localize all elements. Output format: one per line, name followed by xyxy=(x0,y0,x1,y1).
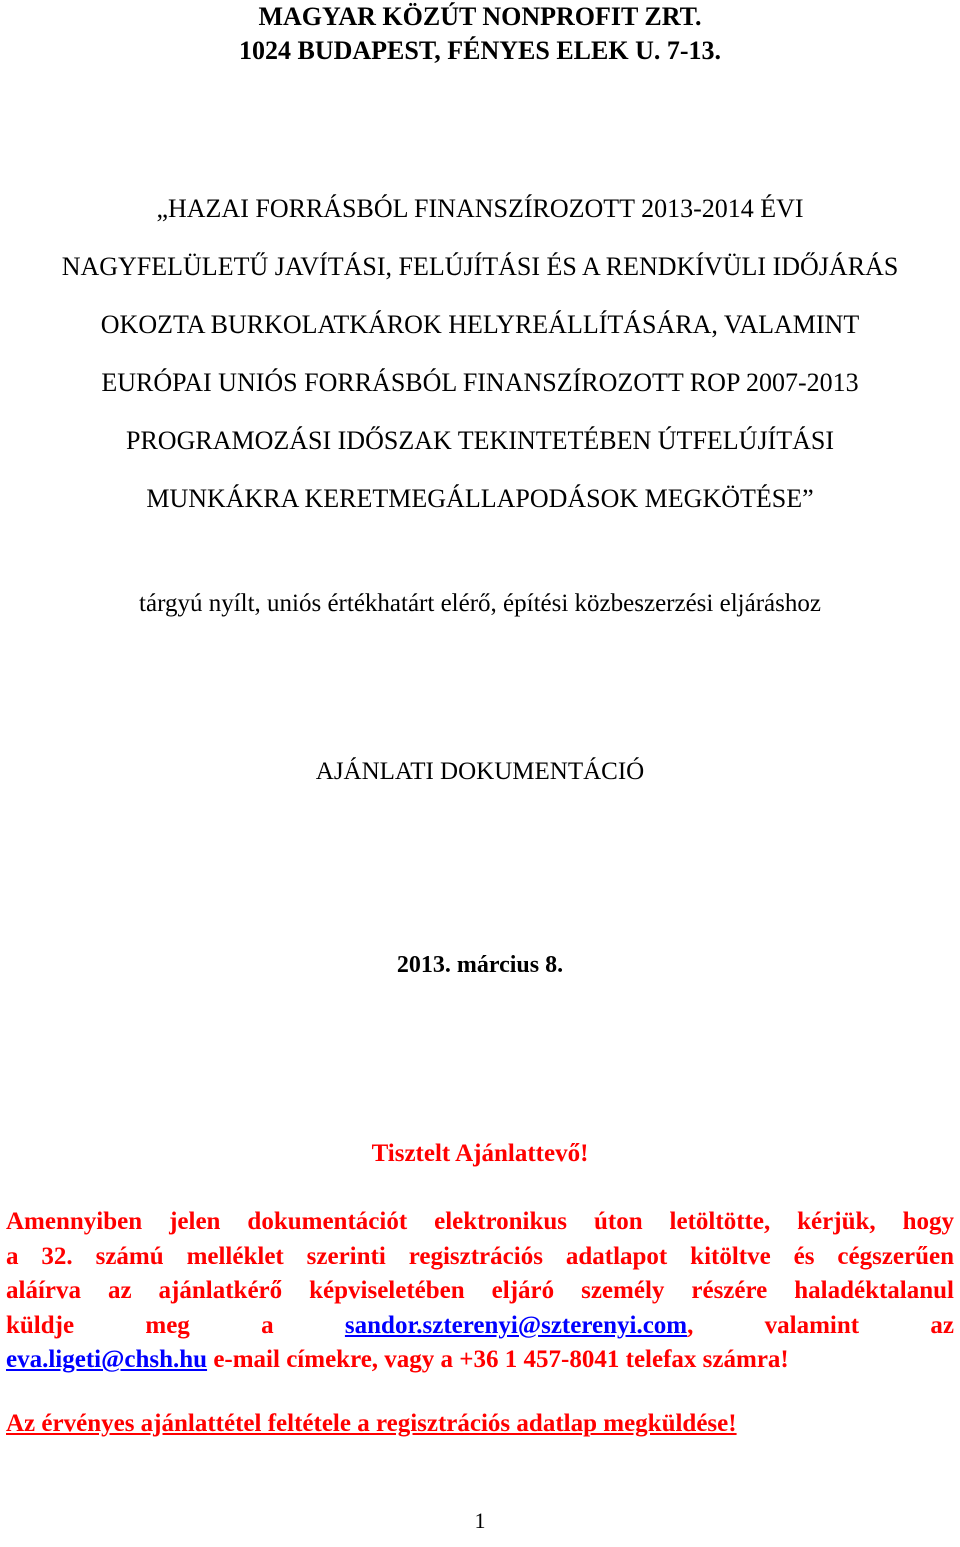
title-line: EURÓPAI UNIÓS FORRÁSBÓL FINANSZÍROZOTT ROP 2007-2013 xyxy=(101,368,859,397)
notice-text: e-mail címekre, vagy a +36 1 457-8041 telefax számra! xyxy=(207,1346,789,1374)
notice-line xyxy=(6,1343,954,1378)
title-line: OKOZTA BURKOLATKÁROK HELYREÁLLÍTÁSÁRA, VALAMINT xyxy=(100,310,860,339)
organization-address: 1024 BUDAPEST, FÉNYES ELEK U. 7-13. xyxy=(238,36,722,65)
title-line: „HAZAI FORRÁSBÓL FINANSZÍROZOTT 2013-2014 ÉVI xyxy=(156,194,804,223)
email-link-szterenyi[interactable]: sandor.szterenyi@szterenyi.com xyxy=(344,1311,688,1339)
page-number: 1 xyxy=(474,1508,486,1533)
title-line: PROGRAMOZÁSI IDŐSZAK TEKINTETÉBEN ÚTFELÚJÍTÁSI xyxy=(126,426,834,455)
registration-notice xyxy=(6,1205,954,1378)
notice-line: a 32. számú melléklet szerinti regisztrációs adatlapot kitöltve és cégszerűen xyxy=(6,1242,954,1270)
notice-line: aláírva az ajánlatkérő képviseletében eljáró személy részére haladéktalanul xyxy=(6,1277,954,1305)
document-date: 2013. március 8. xyxy=(396,952,564,978)
final-note: Az érvényes ajánlattétel feltétele a regisztrációs adatlap megküldése! xyxy=(6,1410,737,1437)
email-link-ligeti[interactable]: eva.ligeti@chsh.hu xyxy=(6,1346,208,1374)
document-name: AJÁNLATI DOKUMENTÁCIÓ xyxy=(315,758,645,785)
procedure-subtitle: tárgyú nyílt, uniós értékhatárt elérő, építési közbeszerzési eljáráshoz xyxy=(139,590,821,617)
notice-line: Amennyiben jelen dokumentációt elektronikus úton letöltötte, kérjük, hogy xyxy=(6,1208,954,1235)
notice-line xyxy=(6,1309,954,1344)
greeting: Tisztelt Ajánlattevő! xyxy=(371,1140,589,1167)
notice-text: küldje meg a xyxy=(6,1311,274,1339)
notice-text: , valamint az xyxy=(687,1311,955,1339)
title-line: NAGYFELÜLETŰ JAVÍTÁSI, FELÚJÍTÁSI ÉS A RENDKÍVÜLI IDŐJÁRÁS xyxy=(61,252,899,281)
title-line: MUNKÁKRA KERETMEGÁLLAPODÁSOK MEGKÖTÉSE” xyxy=(146,484,814,513)
organization-name: MAGYAR KÖZÚT NONPROFIT ZRT. xyxy=(258,2,702,31)
